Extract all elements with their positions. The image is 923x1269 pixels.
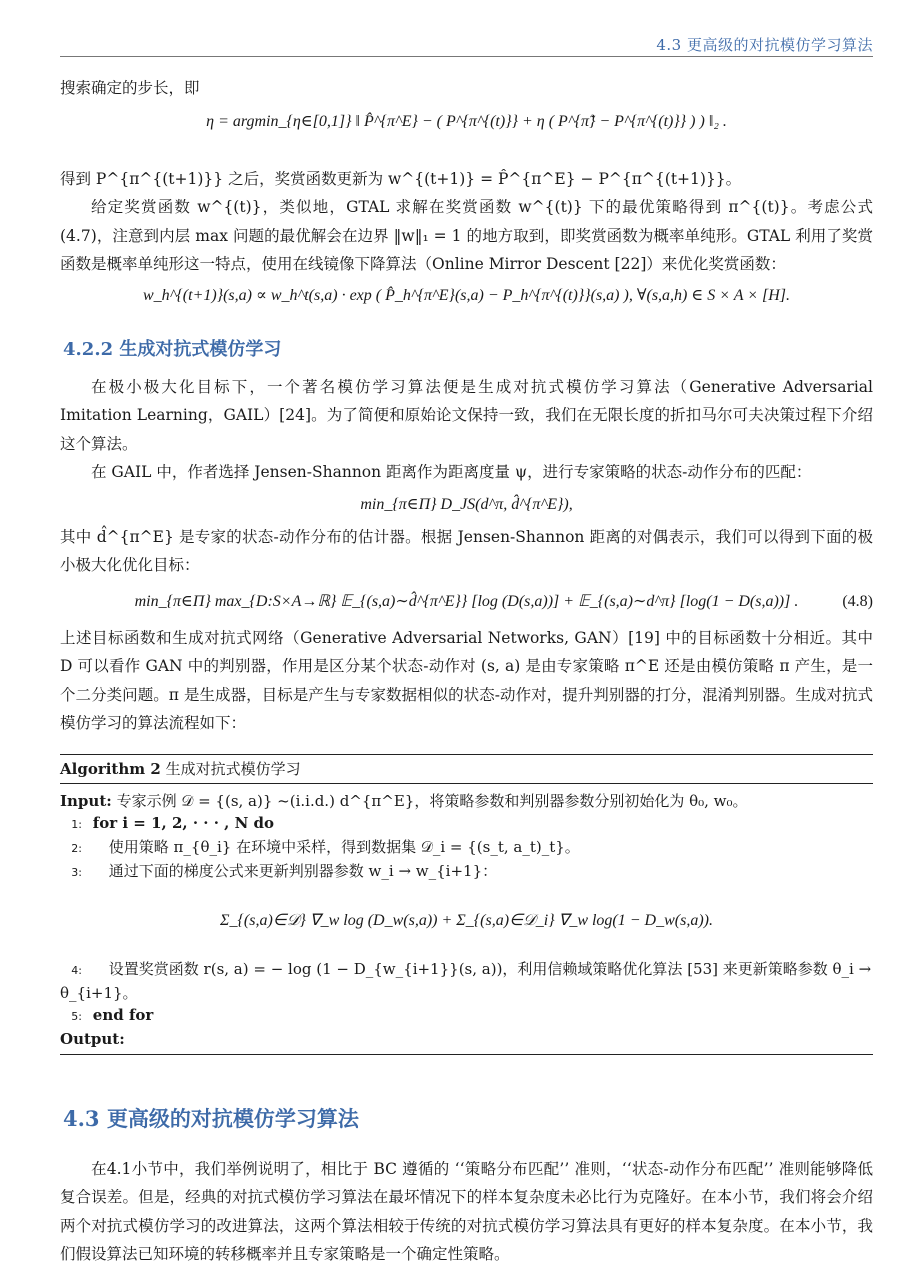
- paragraph-gail-js: 在 GAIL 中，作者选择 Jensen-Shannon 距离作为距离度量 ψ，进行专家策略的状态-动作分布的匹配：: [91, 463, 812, 481]
- section-heading-4-2-2: 4.2.2 生成对抗式模仿学习: [63, 338, 282, 360]
- equation-js: min_{π∈Π} D_JS(d^π, d̂^{π^E}),: [360, 495, 573, 513]
- line-text: end for: [92, 1005, 154, 1024]
- algorithm-line-3: [60, 860, 873, 884]
- algorithm-gradient-equation: Σ_{(s,a)∈𝒟} ∇_w log (D_w(s,a)) + Σ_{(s,a)∈𝒟_i} ∇_w log(1 − D_w(s,a)).: [220, 911, 713, 929]
- algorithm-input: [60, 790, 873, 812]
- paragraph-estimator: 其中 d̂^{π^E} 是专家的状态-动作分布的估计器。根据 Jensen-Shannon 距离的对偶表示，我们可以得到下面的极小极大化优化目标：: [60, 527, 873, 574]
- line-number: 1:: [71, 817, 82, 831]
- header-rule: [60, 56, 873, 57]
- algorithm-label: Algorithm 2: [60, 759, 161, 778]
- algorithm-name: 生成对抗式模仿学习: [165, 759, 301, 778]
- output-label: Output:: [60, 1029, 125, 1048]
- line-text: 使用策略 π_{θ_i} 在环境中采样，得到数据集 𝒟_i = {(s_t, a_t)_t}。: [108, 837, 580, 856]
- line-number: 4:: [71, 963, 82, 977]
- paragraph-reward-update: 得到 P^{π^{(t+1)}} 之后，奖赏函数更新为 w^{(t+1)} = P̂^{π^E} − P^{π^{(t+1)}}。: [60, 169, 742, 188]
- algorithm-line-4: [60, 958, 873, 1004]
- equation-4-8: [60, 580, 873, 624]
- line-number: 2:: [71, 841, 82, 855]
- paragraph-advanced-intro: 在4.1小节中，我们举例说明了，相比于 BC 遵循的 ‘‘策略分布匹配’’ 准则，‘‘状态-动作分布匹配’’ 准则能够降低复合误差。但是，经典的对抗式模仿学习算法在最坏情况下的样本复杂度未必比行为克隆好。在本小节，我们将会介绍两个对抗式模仿学习的改进算法，这两个算法相较于传统的对抗式模仿学习算法具有更好的样本复杂度。在本小节，我们假设算法已知环境的转移概率并且专家策略是一个确定性策略。: [60, 1159, 873, 1263]
- equation-eta: η = argmin_{η∈[0,1]} ‖ P̂^{π^E} − ( P^{π^{(t)}} + η ( P^{π̃} − P^{π^{(t)}} ) ) ‖₂ .: [206, 112, 727, 130]
- algorithm-output: [60, 1028, 873, 1050]
- line-text: 设置奖赏函数 r(s, a) = − log (1 − D_{w_{i+1}}(s, a))，利用信赖域策略优化算法 [53] 来更新策略参数 θ_i → θ_{i+1}。: [60, 959, 872, 1002]
- line-number: 3:: [71, 865, 82, 879]
- algorithm-title: [60, 755, 873, 784]
- algorithm-line-2: [60, 836, 873, 860]
- line-number: 5:: [71, 1009, 82, 1023]
- paragraph-gtal: 给定奖赏函数 w^{(t)}，类似地，GTAL 求解在奖赏函数 w^{(t)} 下的最优策略得到 π^{(t)}。考虑公式 (4.7)，注意到内层 max 问题的最优解会在边界 ‖w‖₁ = 1 的地方取到，即奖赏函数为概率单纯形。GTAL 利用了奖赏函数是概率单纯形这一特点，使用在线镜像下降算法（Online Mirror Descent [22]）来优化奖赏函数：: [60, 198, 873, 273]
- algorithm-line-5: [60, 1004, 873, 1028]
- page-content: [60, 74, 873, 1269]
- input-text: 专家示例 𝒟 = {(s, a)} ~(i.i.d.) d^{π^E}，将策略参数和判别器参数分别初始化为 θ₀, w₀。: [116, 791, 748, 810]
- paragraph-gail-intro: 在极小极大化目标下，一个著名模仿学习算法便是生成对抗式模仿学习算法（Generative Adversarial Imitation Learning，GAIL）[24]。为了简便和原始论文保持一致，我们在无限长度的折扣马尔可夫决策过程下介绍这个算法。: [60, 377, 873, 453]
- equation-omd: w_h^{(t+1)}(s,a) ∝ w_h^t(s,a) · exp ( P̂_h^{π^E}(s,a) − P_h^{π^{(t)}}(s,a) ), ∀(s,a,h) ∈ S × A × [H].: [142, 286, 791, 304]
- algorithm-line-1: [60, 812, 873, 836]
- section-heading-4-3: 4.3 更高级的对抗模仿学习算法: [63, 1105, 359, 1131]
- paragraph-step-size: 搜索确定的步长，即: [60, 79, 200, 97]
- running-header: 4.3 更高级的对抗模仿学习算法: [656, 36, 873, 54]
- algorithm-box: [60, 754, 873, 1055]
- input-label: Input:: [60, 791, 112, 810]
- line-text: for i = 1, 2, · · · , N do: [92, 813, 275, 832]
- line-text: 通过下面的梯度公式来更新判别器参数 w_i → w_{i+1}：: [108, 861, 498, 880]
- paragraph-gan: 上述目标函数和生成对抗式网络（Generative Adversarial Networks, GAN）[19] 中的目标函数十分相近。其中 D 可以看作 GAN 中的判别器，作用是区分某个状态-动作对 (s, a) 是由专家策略 π^E 还是由模仿策略 π 产生，是一个二分类问题。π 是生成器，目标是产生与专家数据相似的状态-动作对，提升判别器的打分，混淆判别器。生成对抗式模仿学习的算法流程如下：: [60, 628, 873, 732]
- equation-number: (4.8): [842, 592, 873, 610]
- equation-4-8-body: min_{π∈Π} max_{D:S×A→ℝ} 𝔼_{(s,a)∼d̂^{π^E}} [log (D(s,a))] + 𝔼_{(s,a)∼d^π} [log(1 − D(s,a))] .: [134, 592, 799, 610]
